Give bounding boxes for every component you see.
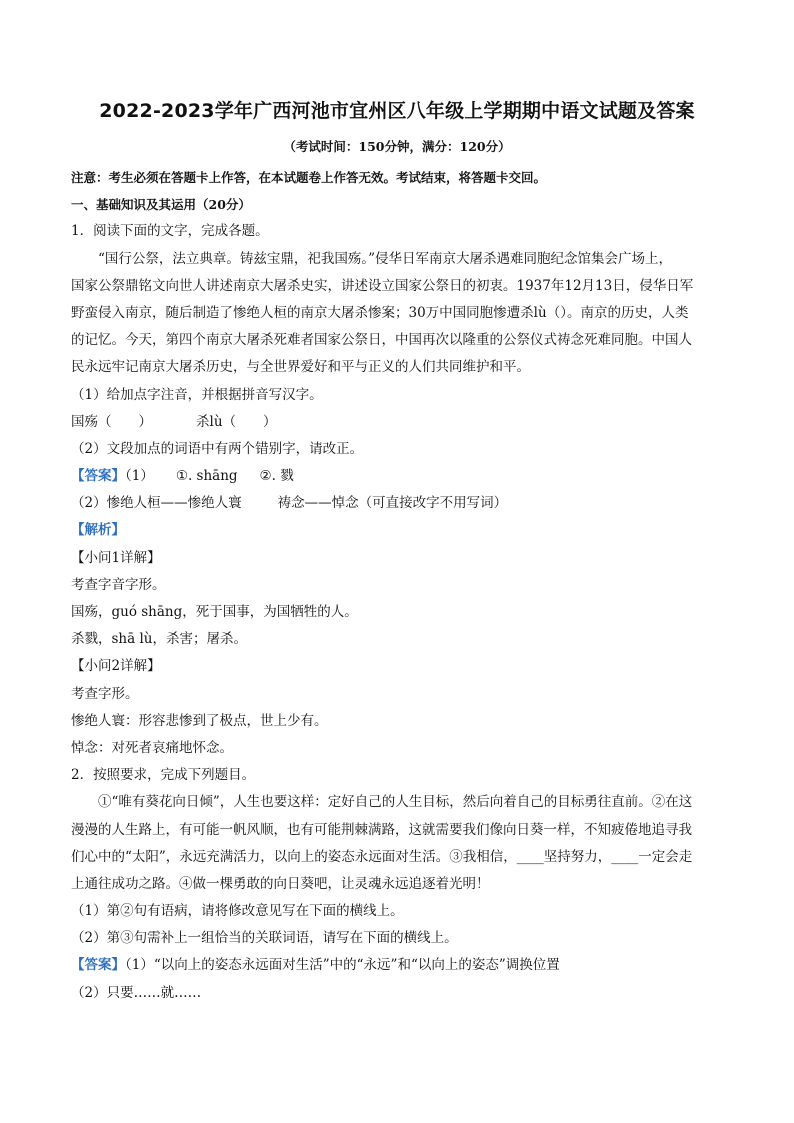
q2-passage-line: 漫漫的人生路上，有可能一帆风顺，也有可能荆棘满路，这就需要我们像向日葵一样，不知疲倦地追寻我: [71, 821, 692, 838]
analysis-line: 杀戮，shā lù，杀害；屠杀。: [71, 631, 247, 648]
answer-tag: 【答案】: [71, 468, 125, 485]
q1-answer-line-2: [71, 490, 726, 517]
answer-part: 祷念——悼念（可直接改字不用写词）: [277, 495, 508, 512]
answer-part: （1）: [125, 468, 154, 485]
question-1-stem: 1．阅读下面的文字，完成各题。: [71, 223, 269, 240]
subquestion-detail-heading: 【小问1详解】: [71, 549, 161, 566]
q1-passage-line: 野蛮侵入南京，随后制造了惨绝人桓的南京大屠杀惨案；30万中国同胞惨遭杀lù（）。南京的历史，人类: [71, 304, 689, 321]
exam-info: （考试时间：150分钟，满分：120分）: [283, 139, 511, 154]
answer-part: （2）惨绝人桓——惨绝人寰: [71, 495, 242, 512]
q2-passage-line: 们心中的“太阳”，永远充满活力，以向上的姿态永远面对生活。③我相信，____坚持努力，____一定会走: [71, 848, 693, 865]
q2-subquestion-2: （2）第③句需补上一组恰当的关联词语，请写在下面的横线上。: [71, 930, 458, 947]
analysis-tag: 【解析】: [71, 522, 125, 539]
q1-passage-line: 的记忆。今天，第四个南京大屠杀死难者国家公祭日，中国再次以隆重的公祭仪式祷念死难同胞。中国人: [71, 332, 692, 349]
q1-blanks: [71, 409, 726, 436]
document-body: [71, 164, 726, 1007]
section-heading: 一、基础知识及其运用（20分）: [71, 197, 251, 213]
answer-part: ①. shāng: [175, 468, 238, 485]
q2-passage-line: ①“唯有葵花向日倾”，人生也要这样：定好自己的人生目标，然后向着自己的目标勇往直前。②在这: [98, 794, 693, 811]
q2-answer-line-2: （2）只要……就……: [71, 984, 202, 1001]
answer-tag: 【答案】: [71, 957, 125, 974]
q1-answer-line-1: [71, 463, 726, 490]
subquestion-detail-heading: 【小问2详解】: [71, 658, 161, 675]
q1-passage-line: 民永远牢记南京大屠杀历史，与全世界爱好和平与正义的人们共同维护和平。: [71, 359, 530, 376]
blank-guoshang: 国殇（ ）: [71, 413, 152, 430]
answer-part: （1）“以向上的姿态永远面对生活”中的“永远”和“以向上的姿态”调换位置: [125, 957, 560, 974]
analysis-line: 考查字音字形。: [71, 576, 166, 593]
analysis-line: 国殇，guó shāng，死于国事，为国牺牲的人。: [71, 604, 358, 620]
page-title: 2022-2023学年广西河池市宜州区八年级上学期期中语文试题及答案: [99, 100, 695, 122]
notice: 注意：考生必须在答题卡上作答，在本试题卷上作答无效。考试结束，将答题卡交回。: [71, 170, 547, 185]
analysis-line: 惨绝人寰：形容悲惨到了极点，世上少有。: [71, 712, 328, 729]
q1-passage-line: 国家公祭鼎铭文向世人讲述南京大屠杀史实，讲述设立国家公祭日的初衷。1937年12月13日，侵华日军: [71, 277, 694, 294]
q1-passage-line: “国行公祭，法立典章。铸兹宝鼎，祀我国殇。”侵华日军南京大屠杀遇难同胞纪念馆集会广场上，: [98, 250, 673, 267]
q2-answer-line-1: [71, 952, 726, 979]
question-2-stem: 2．按照要求，完成下列题目。: [71, 767, 256, 784]
q1-subquestion-2: （2）文段加点的词语中有两个错别字，请改正。: [71, 440, 364, 457]
blank-shalu: 杀lù（ ）: [196, 413, 277, 430]
q2-passage-line: 上通往成功之路。④做一棵勇敢的向日葵吧，让灵魂永远追逐着光明！: [71, 875, 490, 892]
q1-subquestion-1: （1）给加点字注音，并根据拼音写汉字。: [71, 386, 323, 403]
q2-subquestion-1: （1）第②句有语病，请将修改意见写在下面的横线上。: [71, 903, 404, 920]
analysis-line: 考查字形。: [71, 685, 139, 702]
answer-part: ②. 戮: [259, 468, 294, 485]
analysis-line: 悼念：对死者哀痛地怀念。: [71, 739, 233, 756]
